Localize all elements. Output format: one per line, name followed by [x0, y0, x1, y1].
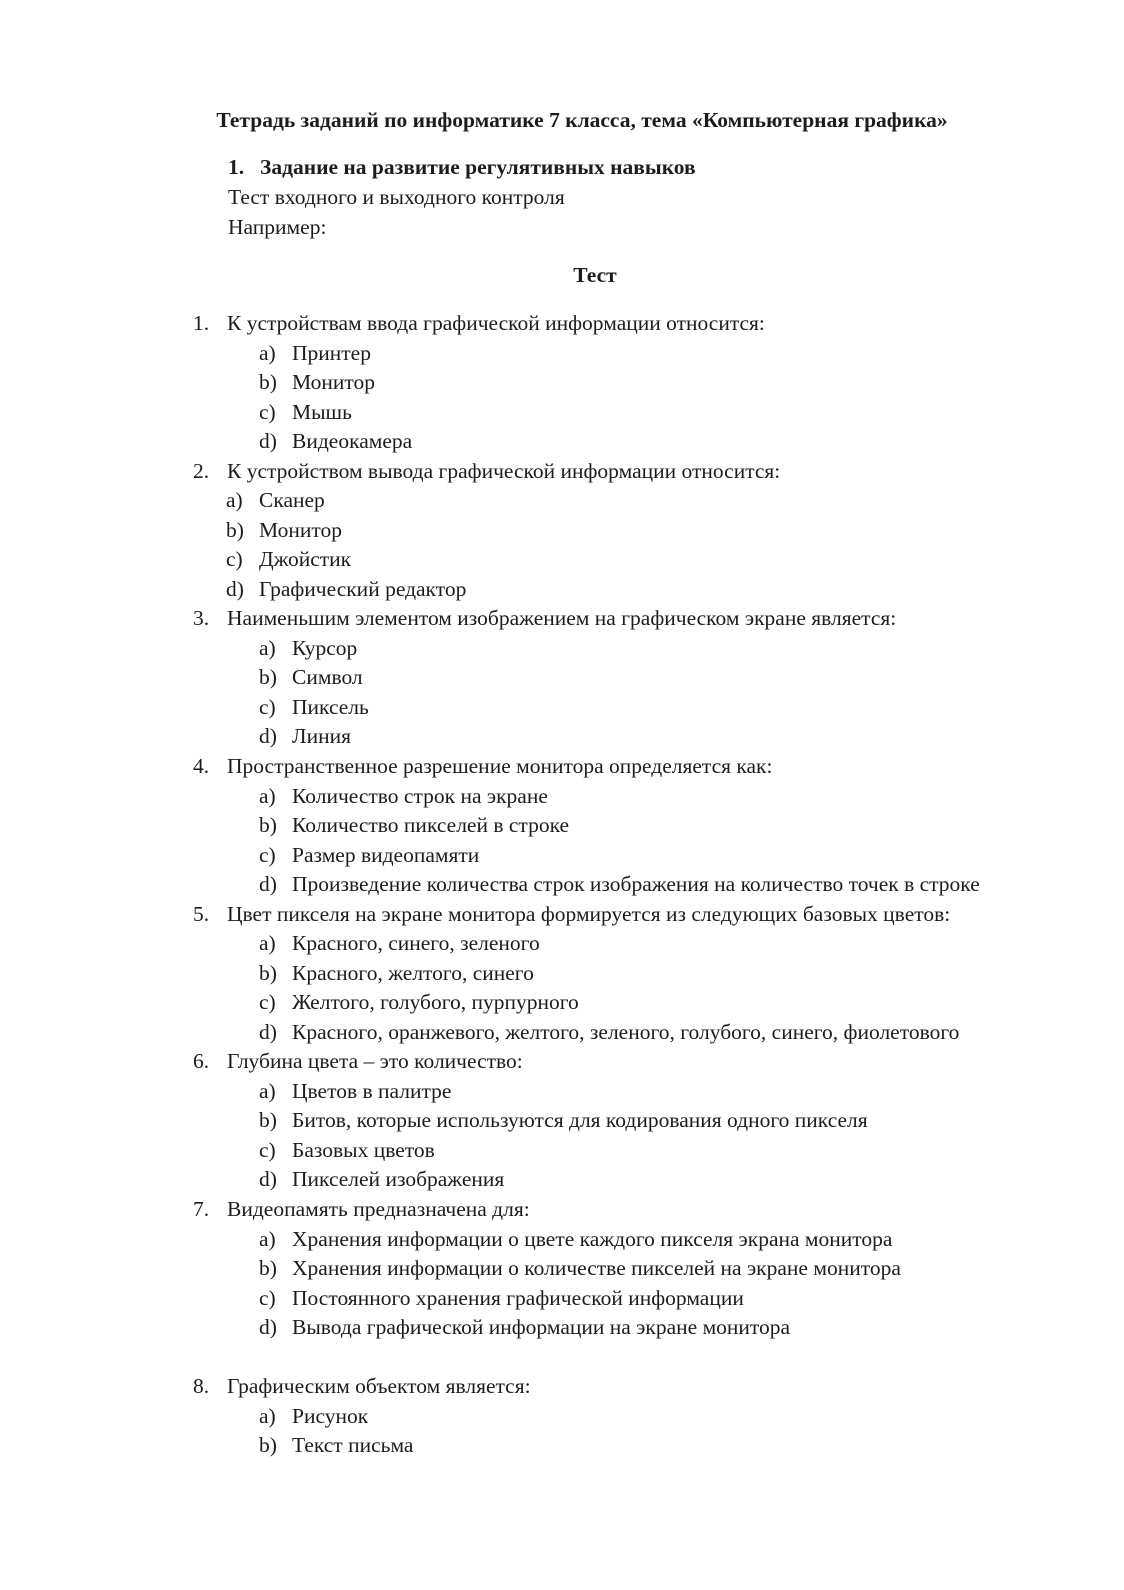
- question-number: 4.: [193, 754, 210, 778]
- option-letter: a): [259, 636, 276, 660]
- option-text: Базовых цветов: [292, 1138, 435, 1162]
- option-letter: c): [259, 1286, 276, 1310]
- option-letter: b): [259, 665, 277, 689]
- option-text: Рисунок: [292, 1404, 369, 1428]
- option-text: Монитор: [292, 370, 375, 394]
- option-letter: c): [259, 1138, 276, 1162]
- option-text: Произведение количества строк изображения на количество точек в строке: [292, 872, 980, 896]
- option-letter: a): [259, 931, 276, 955]
- section-block: [228, 152, 696, 242]
- option-text: Желтого, голубого, пурпурного: [292, 990, 579, 1014]
- option-text: Монитор: [259, 518, 342, 542]
- option-text: Графический редактор: [259, 577, 467, 601]
- option-letter: a): [226, 488, 243, 512]
- option-letter: d): [259, 429, 277, 453]
- option-letter: c): [259, 990, 276, 1014]
- option-text: Постоянного хранения графической информации: [292, 1286, 744, 1310]
- option-text: Пикселей изображения: [292, 1167, 505, 1191]
- option-text: Принтер: [292, 341, 371, 365]
- option-text: Хранения информации о количестве пикселей на экране монитора: [292, 1256, 901, 1280]
- option-letter: d): [259, 1167, 277, 1191]
- option-text: Мышь: [292, 400, 352, 424]
- option-text: Цветов в палитре: [292, 1079, 452, 1103]
- option-text: Красного, синего, зеленого: [292, 931, 540, 955]
- question-text: Цвет пикселя на экране монитора формируется из следующих базовых цветов:: [227, 902, 951, 926]
- option-text: Хранения информации о цвете каждого пикселя экрана монитора: [292, 1227, 893, 1251]
- test-title: Тест: [573, 263, 617, 287]
- option-letter: a): [259, 784, 276, 808]
- option-text: Символ: [292, 665, 363, 689]
- option-letter: b): [259, 1256, 277, 1280]
- option-letter: d): [226, 577, 244, 601]
- option-letter: c): [259, 843, 276, 867]
- question-text: К устройствам ввода графической информации относится:: [227, 311, 765, 335]
- section-line-2: Например:: [228, 215, 327, 239]
- question-text: Глубина цвета – это количество:: [227, 1049, 523, 1073]
- section-line-1: Тест входного и выходного контроля: [228, 185, 565, 209]
- question-number: 7.: [193, 1197, 210, 1221]
- question-text: Видеопамять предназначена для:: [227, 1197, 530, 1221]
- question-number: 3.: [193, 606, 210, 630]
- option-letter: c): [226, 547, 243, 571]
- section-heading: [228, 152, 696, 182]
- document-title: Тетрадь заданий по информатике 7 класса, тема «Компьютерная графика»: [216, 108, 948, 132]
- option-letter: b): [259, 1108, 277, 1132]
- option-text: Размер видеопамяти: [292, 843, 480, 867]
- option-text: Сканер: [259, 488, 325, 512]
- option-text: Битов, которые используются для кодирования одного пикселя: [292, 1108, 868, 1132]
- option-letter: d): [259, 1020, 277, 1044]
- option-letter: d): [259, 872, 277, 896]
- option-letter: b): [259, 1433, 277, 1457]
- question-number: 8.: [193, 1374, 210, 1398]
- option-letter: d): [259, 724, 277, 748]
- question-number: 2.: [193, 459, 210, 483]
- option-text: Линия: [292, 724, 351, 748]
- option-letter: a): [259, 341, 276, 365]
- option-text: Видеокамера: [292, 429, 413, 453]
- option-letter: a): [259, 1079, 276, 1103]
- question-number: 5.: [193, 902, 210, 926]
- option-letter: c): [259, 695, 276, 719]
- option-letter: c): [259, 400, 276, 424]
- question-number: 6.: [193, 1049, 210, 1073]
- option-text: Пиксель: [292, 695, 369, 719]
- option-letter: b): [259, 370, 277, 394]
- option-text: Красного, оранжевого, желтого, зеленого, голубого, синего, фиолетового: [292, 1020, 960, 1044]
- option-letter: b): [259, 813, 277, 837]
- option-text: Количество строк на экране: [292, 784, 548, 808]
- option-text: Красного, желтого, синего: [292, 961, 534, 985]
- question-text: К устройством вывода графической информации относится:: [227, 459, 781, 483]
- option-text: Текст письма: [292, 1433, 414, 1457]
- section-heading-text: Задание на развитие регулятивных навыков: [260, 155, 696, 179]
- option-letter: b): [259, 961, 277, 985]
- question-text: Наименьшим элементом изображением на графическом экране является:: [227, 606, 897, 630]
- question-number: 1.: [193, 311, 210, 335]
- option-letter: d): [259, 1315, 277, 1339]
- option-letter: b): [226, 518, 244, 542]
- option-text: Вывода графической информации на экране монитора: [292, 1315, 791, 1339]
- option-text: Джойстик: [259, 547, 352, 571]
- section-number: 1.: [228, 155, 245, 179]
- option-letter: a): [259, 1227, 276, 1251]
- option-letter: a): [259, 1404, 276, 1428]
- question-text: Графическим объектом является:: [227, 1374, 531, 1398]
- question-text: Пространственное разрешение монитора определяется как:: [227, 754, 773, 778]
- option-text: Количество пикселей в строке: [292, 813, 570, 837]
- option-text: Курсор: [292, 636, 358, 660]
